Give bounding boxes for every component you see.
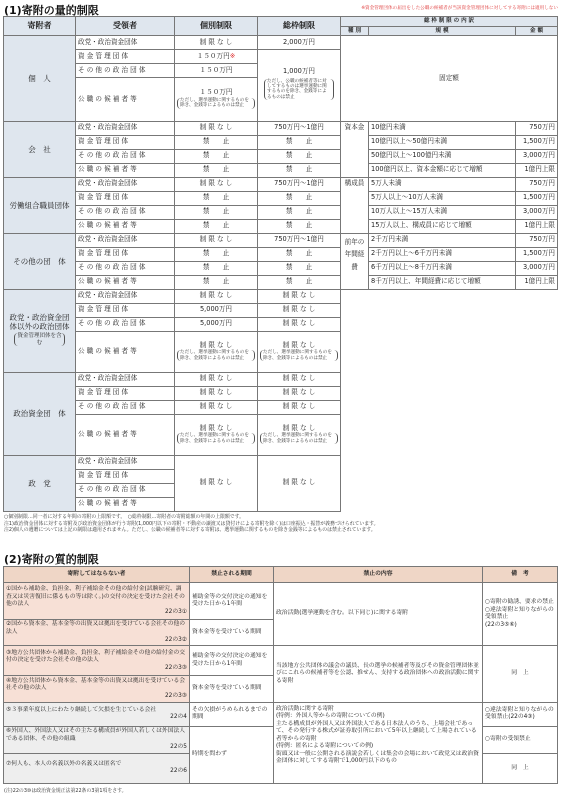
recipient-party: 政党・政治資金団体 [76,372,175,386]
detail-fixed: 固定額 [341,36,558,121]
total-company-1: 禁 止 [258,135,341,149]
scale-company-0: 10億円未満 [369,121,516,135]
scale-union-0: 5万人未満 [369,177,516,191]
total-fund-1: 制 限 な し [258,386,341,400]
content-local-assembly: 当該地方公共団体の議会の議員、長の選挙の候補者等及びその資金管理団体並びにこれらの候補者等を公認、推せん、支持する政治団体への政治活動に関する寄附 [274,646,483,702]
section1-top-note: ※資金管理団体の届出をした公職の候補者が当該資金管理団体に対してする寄附には適用しない [361,6,558,11]
total-union-1: 禁 止 [258,191,341,205]
recipient-other-political: そ の 他 の 政 治 団 体 [76,64,175,78]
recipient-fund-mgmt: 資 金 管 理 団 体 [76,50,175,64]
kind-company: 資本金 [341,121,369,177]
donor-individual: 個 人 [4,36,76,121]
donor-other-group: その他の団 体 [4,233,76,289]
section2-footnote: (注)22の3⑩は政治資金規正法第22条の3第1項をさす。 [4,788,127,794]
ind-political-0: 制 限 な し [175,289,258,303]
total-political-2: 制 限 な し [258,317,341,331]
total-fund-3: 制 限 な し [282,423,316,432]
who-ref-6: 22の5 [170,743,187,750]
recipient-candidate: 公 職 の 候 補 者 等 [76,219,175,233]
recipient-candidate: 公 職 の 候 補 者 等 [76,78,175,121]
amount-other-1: 1,500万円 [516,247,558,261]
header-donor: 寄附者 [4,17,76,36]
ind-other-2: 禁 止 [175,261,258,275]
amount-company-0: 750万円 [516,121,558,135]
recipient-fund-mgmt: 資 金 管 理 団 体 [76,469,175,483]
ind-individual-party: 制 限 な し [175,36,258,50]
content-anon-detail: 街頭又は一般に公開される演説会若しくは集会の会場において政党又は政治資金団体に対してする寄附で1,000円以下のもの [276,750,479,765]
header-total: 総枠制限 [258,17,341,36]
ind-fund-1: 制 限 な し [175,386,258,400]
total-fund-2: 制 限 な し [258,400,341,414]
remark-knowing: ○違法寄附と知りながらの受領禁止 [485,606,554,621]
ind-company-0: 制 限 な し [175,121,258,135]
who-ref-7: 22の6 [170,768,187,775]
content-political-activity: 政治活動に関する寄附 [276,705,334,712]
paren-note: ただし、選挙運動に関するものを除き、金銭等によるものは禁止 [177,433,255,444]
who-ref-2: 22の3② [164,636,187,643]
amount-union-3: 1億円上限 [516,219,558,233]
ind-other-3: 禁 止 [175,275,258,289]
ind-fund-2: 制 限 な し [175,400,258,414]
remark-same-2: 同 上 [483,753,558,783]
note-line: 注2)個人の遺贈については上記の制限は適用されません。ただし、公職の候補者等に対する寄附は、選挙運動に関するものを除き金銭等によるものは禁止されています。 [4,527,376,534]
scale-company-3: 100億円以上、資本金額に応じて増額 [369,163,516,177]
recipient-party: 政党・政治資金団体 [76,233,175,247]
remark-same-1: 同 上 [483,646,558,702]
header-period: 禁止される期間 [190,567,274,583]
total-company-2: 禁 止 [258,149,341,163]
scale-company-2: 50億円以上～100億円未満 [369,149,516,163]
who-row-4: ④地方公共団体から資本金、基本金等の出資又は拠出を受けている会社その他の法人 [6,677,186,692]
total-individual-2000: 2,000万円 [258,36,341,50]
recipient-other-political: そ の 他 の 政 治 団 体 [76,149,175,163]
scale-union-3: 15万人以上、構成員に応じて増額 [369,219,516,233]
donor-political-group: 政党・政治資金団体以外の政治団体 [9,313,70,332]
recipient-fund-mgmt: 資 金 管 理 団 体 [76,135,175,149]
remark-knowing-2: ○違法寄附と知りながらの受領禁止(22の4③) [483,702,558,726]
recipient-party: 政党・政治資金団体 [76,289,175,303]
amount-other-2: 3,000万円 [516,261,558,275]
ind-union-0: 制 限 な し [175,177,258,191]
total-political-0: 制 限 な し [258,289,341,303]
recipient-fund-mgmt: 資 金 管 理 団 体 [76,303,175,317]
ind-union-2: 禁 止 [175,205,258,219]
ind-company-2: 禁 止 [175,149,258,163]
recipient-other-political: そ の 他 の 政 治 団 体 [76,205,175,219]
period-row-3: 補助金等の交付決定の通知を受けた日から1年間 [190,646,274,676]
section1-title: (1)寄附の量的制限 [4,4,99,17]
paren-note: ただし、選挙運動に関するものを除き、金銭等によるものは禁止 [260,433,338,444]
remark-knowing-ref: (22の3⑤⑥) [485,621,517,628]
recipient-other-political: そ の 他 の 政 治 団 体 [76,317,175,331]
recipient-other-political: そ の 他 の 政 治 団 体 [76,400,175,414]
ind-political-1: 5,000万円 [175,303,258,317]
header-recipient: 受領者 [76,17,175,36]
header-who: 寄附してはならない者 [4,567,190,583]
total-company-3: 禁 止 [258,163,341,177]
total-individual-1000: 1,000万円 [282,66,316,75]
period-row-4: 資本金等を受けている期間 [190,676,274,702]
who-ref-3: 22の3③ [164,664,187,671]
total-political-3: 制 限 な し [282,340,316,349]
total-company-0: 750万円～1億円 [258,121,341,135]
amount-union-1: 1,500万円 [516,191,558,205]
scale-other-3: 8千万円以上、年間経費に応じて増額 [369,275,516,289]
header-detail: 総 枠 制 限 の 内 訳 [341,17,558,27]
recipient-party: 政党・政治資金団体 [76,177,175,191]
scale-other-1: 2千万円以上～6千万円未満 [369,247,516,261]
total-political-1: 制 限 な し [258,303,341,317]
ind-union-1: 禁 止 [175,191,258,205]
recipient-candidate: 公 職 の 候 補 者 等 [76,331,175,372]
total-other-3: 禁 止 [258,275,341,289]
ind-fund-0: 制 限 な し [175,372,258,386]
total-other-2: 禁 止 [258,261,341,275]
who-row-1: ①国から補助金、負担金、利子補給金その他の給付金(試験研究、調査又は災害復旧に係るもの等は除く。)の交付の決定を受けた会社その他の法人 [6,586,185,608]
content-anon-exception: (特例：匿名による寄附についての例) [276,743,374,750]
scale-union-1: 5万人以上～10万人未満 [369,191,516,205]
ind-political-2: 5,000万円 [175,317,258,331]
ind-other-0: 制 限 な し [175,233,258,247]
recipient-fund-mgmt: 資 金 管 理 団 体 [76,191,175,205]
who-row-5: ⑤３事業年度以上にわたり継続して欠損を生じている会社 [6,706,157,713]
donor-fund-org: 政治資金団 体 [4,372,76,455]
ind-political-3: 制 限 な し [199,340,233,349]
recipient-candidate: 公 職 の 候 補 者 等 [76,163,175,177]
total-union-0: 750万円～1億円 [258,177,341,191]
quality-limits-table [3,566,557,784]
ind-party: 制 限 な し [175,455,258,511]
ind-individual-candidate: １５０万円 [199,88,233,97]
recipient-candidate: 公 職 の 候 補 者 等 [76,497,175,511]
recipient-party: 政党・政治資金団体 [76,455,175,469]
total-paren-note: ただし、公職の候補者等に対してするものは選挙運動に関するものを除き、金銭等によるものは禁止 [264,79,334,100]
header-remarks: 備 考 [483,567,558,583]
recipient-party: 政党・政治資金団体 [76,121,175,135]
who-row-2: ②国から資本金、基本金等の出資又は拠出を受けている会社その他の法人 [6,621,186,635]
header-individual: 個別制限 [175,17,258,36]
who-ref-4: 22の3③ [164,692,187,699]
paren-note: ただし、選挙運動に関するものを除き、金銭等によるものは禁止 [177,350,255,361]
donor-party: 政 党 [4,455,76,511]
amount-company-3: 1億円上限 [516,163,558,177]
header-kind: 種 別 [341,26,369,36]
who-row-7: ⑦何人も、本人の名義以外の名義又は匿名で [6,760,122,767]
candidate-paren-note: ただし、選挙運動に関するものを除き、金銭等によるものは禁止 [177,98,255,109]
amount-union-2: 3,000万円 [516,205,558,219]
period-anytime: 時期を問わず [190,726,274,783]
recipient-candidate: 公 職 の 候 補 者 等 [76,275,175,289]
remark-receipt-ban: ○寄附の受領禁止 [483,726,558,753]
note-line: ○個別制限…同一者に対する年間の寄附の上限額です。 ○総枠制限…寄附者の寄附総額の年間の上限額です。 [4,514,245,520]
donor-political-paren: 資金管理団体を含む [14,333,65,346]
header-content: 禁止の内容 [274,567,483,583]
amount-union-0: 750万円 [516,177,558,191]
quantity-limits-table [3,16,557,512]
total-other-0: 750万円～1億円 [258,233,341,247]
scale-other-2: 6千万円以上～8千万円未満 [369,261,516,275]
recipient-other-political: そ の 他 の 政 治 団 体 [76,261,175,275]
amount-company-1: 1,500万円 [516,135,558,149]
amount-other-3: 1億円上限 [516,275,558,289]
scale-company-1: 10億円以上～50億円未満 [369,135,516,149]
ind-company-3: 禁 止 [175,163,258,177]
donor-union: 労働組合職員団体 [4,177,76,233]
section2-title: (2)寄附の質的制限 [4,553,99,566]
content-foreign-detail: 主たる構成員が外国人又は外国法人である日本法人のうち、上場会社であって、その発行する株式が証券取引所において5年以上継続して上場されている者等からの寄附 [276,720,477,742]
recipient-fund-mgmt: 資 金 管 理 団 体 [76,386,175,400]
ind-union-3: 禁 止 [175,219,258,233]
total-union-3: 禁 止 [258,219,341,233]
period-row-1: 補助金等の交付決定の通知を受けた日から1年間 [190,583,274,620]
recipient-party: 政党・政治資金団体 [76,36,175,50]
paren-note: ただし、選挙運動に関するものを除き、金銭等によるものは禁止 [260,350,338,361]
header-amount: 金 額 [516,26,558,36]
section1-notes [4,514,558,534]
ind-fund-3: 制 限 な し [199,423,233,432]
asterisk-mark: ※ [229,51,236,60]
content-foreign-exception: (特例：外国人等からの寄附についての例) [276,713,385,720]
content-political-donation: 政治活動(選挙運動を含む。以下同じ)に関する寄附 [274,583,483,646]
who-row-6: ⑥外国人、外国法人又はその主たる構成員が外国人若しくは外国法人である団体、その他の組織 [6,728,186,742]
ind-individual-fund: １５０万円 [196,51,230,60]
total-union-2: 禁 止 [258,205,341,219]
amount-company-2: 3,000万円 [516,149,558,163]
who-ref-1: 22の3① [164,608,187,615]
recipient-candidate: 公 職 の 候 補 者 等 [76,414,175,455]
ind-other-1: 禁 止 [175,247,258,261]
ind-individual-other: １５０万円 [175,64,258,78]
header-scale: 規 模 [369,26,516,36]
kind-other: 前年の年間経費 [341,233,369,289]
donor-company: 会 社 [4,121,76,177]
period-row-2: 資本金等を受けている期間 [190,620,274,646]
amount-other-0: 750万円 [516,233,558,247]
kind-union: 構成員 [341,177,369,233]
who-ref-5: 22の4 [170,714,187,721]
total-other-1: 禁 止 [258,247,341,261]
remark-solicit: ○寄附の勧誘、要求の禁止 [485,599,554,606]
total-party: 制 限 な し [258,455,341,511]
recipient-other-political: そ の 他 の 政 治 団 体 [76,483,175,497]
ind-company-1: 禁 止 [175,135,258,149]
who-row-3: ③地方公共団体から補助金、負担金、利子補給金その他の給付金の交付の決定を受けた会社その他の法人 [6,649,186,664]
note-line: 注1)政治資金団体に対する寄附及び政治資金団体が行う寄附(1,000円以下の寄附・不動産の譲渡又は貸付けによる寄附を除く)は口座振込・振替が義務づけられています。 [4,520,379,527]
recipient-fund-mgmt: 資 金 管 理 団 体 [76,247,175,261]
scale-union-2: 10万人以上～15万人未満 [369,205,516,219]
period-row-5: その欠損がうめられるまでの期間 [190,702,274,726]
blank-area [341,289,558,511]
total-fund-0: 制 限 な し [258,372,341,386]
scale-other-0: 2千万円未満 [369,233,516,247]
